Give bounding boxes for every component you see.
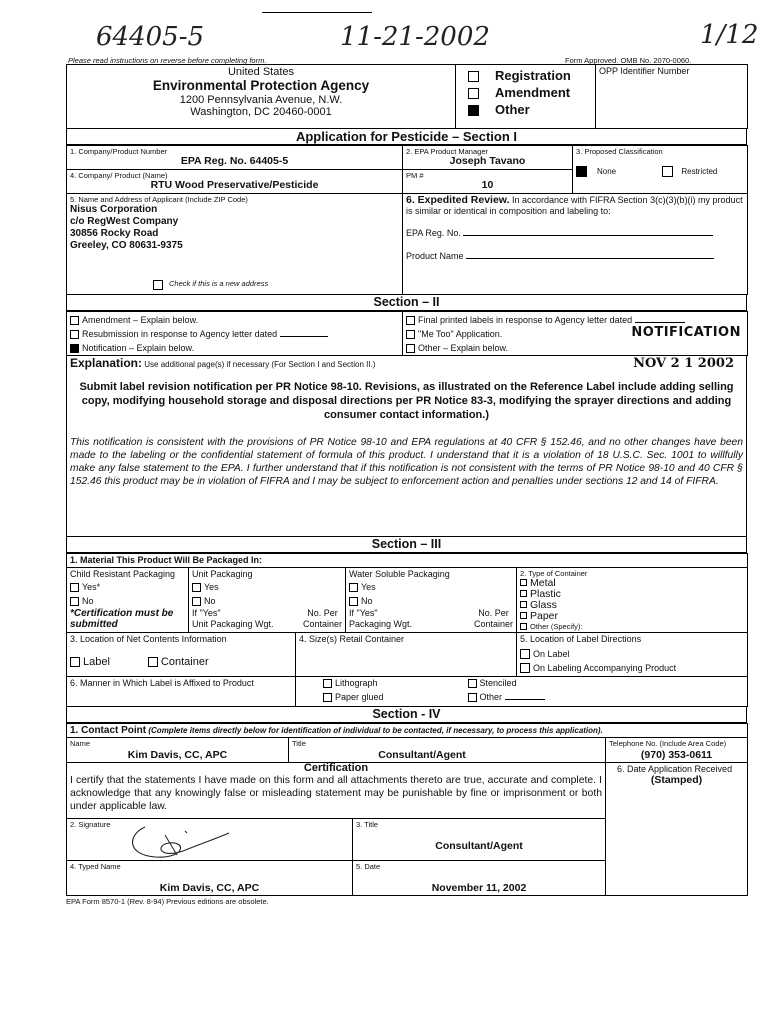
agency-block	[67, 65, 456, 129]
contact-title: Consultant/Agent	[378, 748, 466, 761]
contact-phone: (970) 353-0611	[640, 748, 713, 761]
agency-country: United States	[227, 66, 295, 78]
child-yes[interactable]: Yes*	[70, 582, 185, 593]
f4-value: RTU Wood Preservative/Pesticide	[150, 179, 319, 191]
signature-image	[125, 821, 235, 861]
type-registration[interactable]: Registration	[468, 67, 592, 84]
container-plastic[interactable]: Plastic	[520, 589, 744, 600]
water-no[interactable]: No	[349, 596, 513, 607]
section-1-lower	[66, 194, 748, 295]
pm-value: 10	[481, 179, 494, 191]
container-other[interactable]: Other (Specify):	[520, 622, 744, 631]
f5-label: 5. Name and Address of Applicant (Include ZIP Code)	[70, 195, 248, 204]
opt-amendment[interactable]: Amendment – Explain below.	[70, 314, 399, 326]
explanation-block	[66, 356, 747, 537]
checkbox-icon	[406, 344, 415, 353]
application-form	[66, 64, 747, 906]
explanation-header: Explanation: Use additional page(s) if necessary (For Section I and Section II.)	[70, 355, 376, 370]
checkbox-icon	[468, 71, 479, 82]
packaged-label: 1. Material This Product Will Be Packaged In:	[67, 553, 748, 567]
type-other[interactable]: Other	[468, 101, 592, 118]
class-restricted[interactable]: Restricted	[662, 167, 717, 176]
section-3-title: Section – III	[66, 537, 747, 553]
container-paper[interactable]: Paper	[520, 611, 744, 622]
checkbox-icon	[662, 166, 673, 177]
f4-label: 4. Company/ Product (Name)	[70, 171, 168, 180]
explanation-italic: This notification is consistent with the provisions of PR Notice 98-10 and EPA regulations at 40 CFR § 152.46, and no other changes have been made to the labeling or the confidential statement of formula of this product. I understand that it is a violation of 18 U.S.C. Sec. 1001 to willfully make any false statement to the EPA. I further understand that if this notification is not consistent with the terms of PR Notice 98-10 and 40 CFR § 152.46 this product may be in violation of FIFRA and I may be subject to enforcement action and penalties under sections 12 and 14 of FIFRA.	[70, 436, 743, 487]
dir-on-label[interactable]: On Label	[520, 649, 744, 660]
new-address-check[interactable]: Check if this is a new address	[153, 279, 268, 289]
class-none[interactable]: None	[576, 167, 616, 176]
section-3-table: 1. Material This Product Will Be Packaged In: Child Resistant Packaging Yes* No *Certification must be submitted Unit Packaging Yes No If "Yes" Unit Packaging Wgt. No. Per Container Water Soluble Packaging Yes No If "Yes" Packaging Wgt. No. Per Container 2. Type of Container Metal Plastic Glass Paper Other (Specify): 3. Location of Net Contents Information Label Container 4. Size(s) Retail Container 5. Location of Label Directions On Label On Labeling Accompanying Product 6. Manner in Which Label is Affixed to Product Lithograph Paper glued Stenciled Other	[66, 553, 748, 707]
affix-other[interactable]: Other	[468, 692, 745, 703]
container-glass[interactable]: Glass	[520, 600, 744, 611]
classification-options	[576, 166, 744, 177]
checkbox-icon	[70, 316, 79, 325]
agency-address: 1200 Pennsylvania Avenue, N.W.	[179, 94, 343, 106]
checked-box-icon	[70, 344, 79, 353]
affix-paper-glued[interactable]: Paper glued	[299, 692, 514, 703]
f1-label: 1. Company/Product Number	[70, 147, 168, 156]
typed-name-value: Kim Davis, CC, APC	[159, 881, 260, 894]
section-4-table: 1. Contact Point (Complete items directly below for identification of individual to be contacted, if necessary, to process this application). Name Kim Davis, CC, APC Title Consultant/Agent Telephone No. (Include Area Code) (970) 353-0611 Certification I certify that the statements I have made on this form and all attachments thereto are true, accurate and complete. I acknowledge that any knowingly false or misleading statement may be punishable by fine or imprisonment or both under applicable law. 6. Date Application Received (Stamped) 2. Signature 3. Title Consultant/Agent 4. Typed Name Kim Davis, CC, APC 5. Date November 11, 2002	[66, 723, 748, 896]
checkbox-icon	[323, 679, 332, 688]
checkbox-icon	[148, 657, 158, 667]
checkbox-icon	[468, 693, 477, 702]
f1-value: EPA Reg. No. 64405-5	[180, 155, 289, 167]
section-2-title: Section – II	[66, 295, 747, 311]
pm-label: PM #	[406, 171, 424, 180]
checkbox-icon	[70, 330, 79, 339]
checkbox-icon	[192, 597, 201, 606]
application-type	[456, 65, 596, 129]
header-table	[66, 64, 748, 129]
water-yes[interactable]: Yes	[349, 582, 513, 593]
checkbox-icon	[323, 693, 332, 702]
unit-yes[interactable]: Yes	[192, 582, 342, 593]
affix-lithograph[interactable]: Lithograph	[299, 678, 514, 689]
instructions-note: Please read instructions on reverse before completing form.	[68, 56, 267, 65]
agency-name: Environmental Protection Agency	[152, 78, 370, 93]
expedited-review: 6. Expedited Review. In accordance with FIFRA Section 3(c)(3)(b)(i) my product is similar or identical in composition and labeling to:	[406, 194, 743, 216]
checkbox-icon	[70, 583, 79, 592]
stamp-date: NOV 2 1 2002	[633, 355, 734, 371]
agency-city: Washington, DC 20460-0001	[190, 106, 332, 118]
handwritten-page: 1/12	[700, 20, 759, 50]
opt-other[interactable]: Other – Explain below.	[406, 342, 744, 354]
type-amendment[interactable]: Amendment	[468, 84, 592, 101]
loc-container[interactable]: Container	[148, 656, 209, 668]
checkbox-icon	[520, 623, 527, 630]
contact-name: Kim Davis, CC, APC	[127, 748, 228, 761]
explanation-bold: Submit label revision notification per PR Notice 98-10. Revisions, as illustrated on the Reference Label include adding selling copy, modifying household storage and disposal directions per PR Notice 83-3, modifying the sprayer directions and adding consumer contact information.)	[79, 380, 734, 421]
child-no[interactable]: No	[70, 596, 185, 607]
handwritten-reg-number: 64405-5	[96, 22, 205, 52]
epa-reg-no-field[interactable]: EPA Reg. No.	[406, 228, 744, 239]
opt-final-labels[interactable]: Final printed labels in response to Agency letter dated	[406, 314, 744, 326]
f3-label: 3. Proposed Classification	[576, 147, 663, 156]
product-name-field[interactable]: Product Name	[406, 251, 744, 262]
notification-stamp: NOTIFICATION	[631, 324, 741, 340]
applicant-address: Nisus Corporation c/o RegWest Company 30856 Rocky Road Greeley, CO 80631-9375	[70, 204, 183, 251]
certification-title: Certification	[303, 761, 369, 774]
opp-identifier: OPP Identifier Number	[596, 65, 748, 129]
checkbox-icon	[520, 601, 527, 608]
checkbox-icon	[70, 657, 80, 667]
checkbox-icon	[349, 583, 358, 592]
checkbox-icon	[520, 649, 530, 659]
f2-label: 2. EPA Product Manager	[406, 147, 488, 156]
checkbox-icon	[406, 330, 415, 339]
checkbox-icon	[406, 316, 415, 325]
date-value: November 11, 2002	[431, 881, 527, 894]
top-rule	[262, 12, 372, 13]
checked-box-icon	[576, 166, 587, 177]
section-4-title: Section - IV	[66, 707, 747, 723]
opt-notification[interactable]: Notification – Explain below.	[70, 342, 399, 354]
loc-label[interactable]: Label	[70, 656, 110, 668]
section-2-table	[66, 311, 748, 356]
unit-no[interactable]: No	[192, 596, 342, 607]
form-footer: EPA Form 8570-1 (Rev. 8-94) Previous editions are obsolete.	[66, 896, 269, 906]
omb-note: Form Approved. OMB No. 2070-0060.	[565, 56, 692, 65]
dir-on-labeling[interactable]: On Labeling Accompanying Product	[520, 663, 744, 674]
checkbox-icon	[520, 590, 527, 597]
checkbox-icon	[349, 597, 358, 606]
certification-text: I certify that the statements I have made on this form and all attachments thereto are true, accurate and complete. I acknowledge that any knowingly false or misleading statement may be punishable by fine or imprisonment or both under applicable law.	[70, 774, 602, 812]
checkbox-icon	[468, 679, 477, 688]
checked-box-icon	[468, 105, 479, 116]
section-1-table	[66, 145, 748, 194]
affix-stenciled[interactable]: Stenciled	[468, 678, 745, 689]
checkbox-icon	[520, 612, 527, 619]
stamped-text: (Stamped)	[650, 773, 703, 786]
checkbox-icon	[520, 663, 530, 673]
opt-me-too[interactable]: "Me Too" Application.	[406, 328, 744, 340]
checkbox-icon	[520, 579, 527, 586]
cert-title-value: Consultant/Agent	[435, 839, 523, 852]
handwritten-date: 11-21-2002	[340, 22, 490, 52]
container-metal[interactable]: Metal	[520, 578, 744, 589]
checkbox-icon	[70, 597, 79, 606]
f2-value: Joseph Tavano	[449, 155, 526, 167]
checkbox-icon	[153, 280, 163, 290]
checkbox-icon	[468, 88, 479, 99]
checkbox-icon	[192, 583, 201, 592]
opt-resubmission[interactable]: Resubmission in response to Agency letter dated	[70, 328, 399, 340]
section-1-title: Application for Pesticide – Section I	[66, 129, 747, 145]
